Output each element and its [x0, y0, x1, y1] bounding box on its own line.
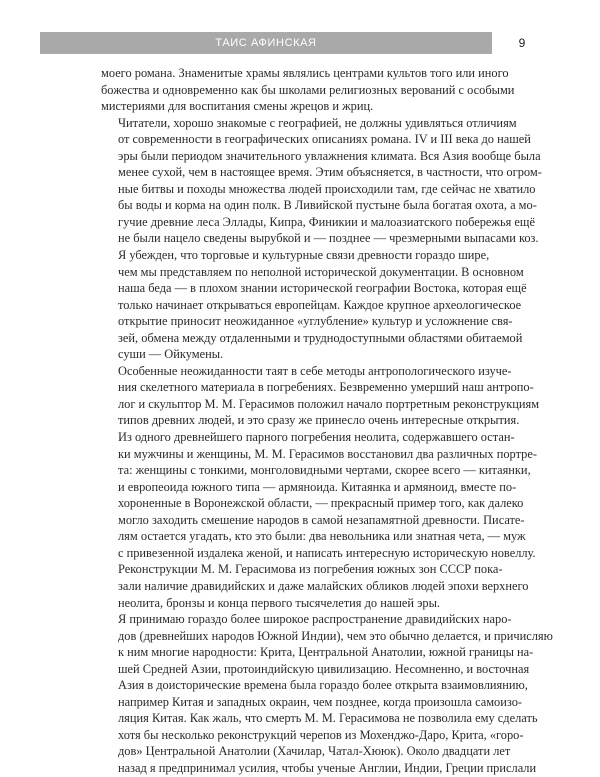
text-line: ляция Китая. Как жаль, что смерть М. М. Герасимова не позволила ему сделать: [118, 711, 538, 726]
text-line: зали наличие дравидийских и даже малайских обликов людей эпохи верхнего: [118, 578, 529, 593]
paragraph: [101, 429, 537, 561]
running-header-title: ТАИС АФИНСКАЯ: [215, 37, 317, 49]
text-line: менее сухой, чем в настоящее время. Этим объясняется, в частности, что огром-: [118, 165, 542, 180]
text-line: не были нацело сведены вырубкой и — позднее — чрезмерными выпасами коз.: [118, 231, 539, 246]
text-line: и европеоида южного типа — армяноида. Китаянка и армяноид, вместе по-: [118, 479, 517, 494]
text-line: с привезенной издалека женой, и написать интересную историческую новеллу.: [118, 545, 536, 560]
text-line: хотя бы несколько реконструкций черепов из Мохенджо-Даро, Крита, «горо-: [118, 727, 524, 742]
paragraph: [101, 611, 553, 776]
text-line: мистериями для воспитания смены жрецов и жриц.: [101, 99, 374, 114]
text-line: открытие приносит неожиданное «углубление» культур и усложнение свя-: [118, 314, 513, 329]
text-line: шей Средней Азии, протоиндийскую цивилизацию. Несомненно, и восточная: [118, 661, 530, 676]
text-line: Реконструкции М. М. Герасимова из погребения южных зон СССР пока-: [118, 562, 503, 577]
text-line: Особенные неожиданности таят в себе методы антропологического изуче-: [118, 363, 512, 378]
page-number: 9: [518, 36, 526, 50]
text-line: неолита, бронзы и конца первого тысячелетия до нашей эры.: [118, 595, 441, 610]
text-line: бы воды и корма на один полк. В Ливийской пустыне была богатая охота, а мо-: [118, 198, 537, 213]
text-line: Азия в доисторические времена была гораздо более открыта взаимовлиянию,: [118, 678, 528, 693]
text-line: от современности в географических описаниях романа. IV и III века до нашей: [118, 132, 531, 147]
text-line: Я принимаю гораздо более широкое распространение дравидийских наро-: [118, 612, 512, 627]
text-line: лям остается угадать, кто это были: два невольника или знатная чета, — муж: [118, 529, 526, 544]
text-line: ные битвы и походы множества людей происходили там, где сейчас не хватило: [118, 181, 536, 196]
paragraph: [101, 65, 515, 115]
text-line: назад я предпринимал усилия, чтобы ученые Англии, Индии, Греции прислали: [118, 760, 537, 775]
text-line: дов (древнейших народов Южной Индии), чем это обычно делается, и причисляю: [118, 628, 553, 643]
text-line: например Китая и западных окраин, чем позднее, когда произошла самоизо-: [118, 694, 523, 709]
text-line: хороненные в Воронежской области, — прекрасный пример того, как далеко: [118, 496, 524, 511]
paragraph: [101, 363, 540, 429]
paragraph: [101, 115, 542, 247]
text-line: только начинает открываться европейцам. Каждое крупное археологическое: [118, 297, 522, 312]
text-line: лог и скульптор М. М. Герасимов положил начало портретным реконструкциям: [118, 396, 540, 411]
text-line: Я убежден, что торговые и культурные связи древности гораздо шире,: [118, 248, 490, 263]
text-line: могло заходить смешение народов в самой незапамятной древности. Писате-: [118, 512, 525, 527]
text-line: суши — Ойкумены.: [118, 347, 224, 362]
text-line: гучие древние леса Эллады, Кипра, Финикии и малоазиатского побережья ещё: [118, 214, 535, 229]
text-line: чем мы представляем по неполной исторической документации. В основном: [118, 264, 524, 279]
text-line: Из одного древнейшего парного погребения неолита, содержавшего остан-: [118, 430, 515, 445]
body-text: [101, 65, 553, 777]
text-line: моего романа. Знаменитые храмы являлись центрами культов того или иного: [101, 66, 509, 80]
text-line: эры были периодом значительного увлажнения климата. Вся Азия вообще была: [118, 148, 541, 163]
paragraph: [101, 561, 529, 611]
text-line: ния скелетного материала в погребениях. Безвременно умерший наш антропо-: [118, 380, 534, 395]
paragraph: [101, 247, 527, 363]
text-line: божества и одновременно как бы школами религиозных верований с особыми: [101, 82, 515, 97]
text-line: наша беда — в плохом знании исторической географии Востока, которая ещё: [118, 281, 527, 296]
text-line: ки мужчины и женщины, М. М. Герасимов восстановил два различных портре-: [118, 446, 537, 461]
text-line: та: женщины с тонкими, монголовидными чертами, скорее всего — китаянки,: [118, 463, 531, 478]
text-line: зей, обмена между отдаленными и труднодоступными областями обитаемой: [118, 330, 523, 345]
text-line: Читатели, хорошо знакомые с географией, не должны удивляться отличиям: [118, 115, 517, 130]
text-line: дов» Центральной Анатолии (Хачилар, Чатал-Хююк). Около двадцати лет: [118, 744, 511, 759]
running-header: [40, 32, 492, 54]
text-line: к ним многие народности: Крита, Центральной Анатолии, южной границы на-: [118, 645, 534, 660]
text-line: типов древних людей, и это сразу же принесло очень интересные открытия.: [118, 413, 520, 428]
